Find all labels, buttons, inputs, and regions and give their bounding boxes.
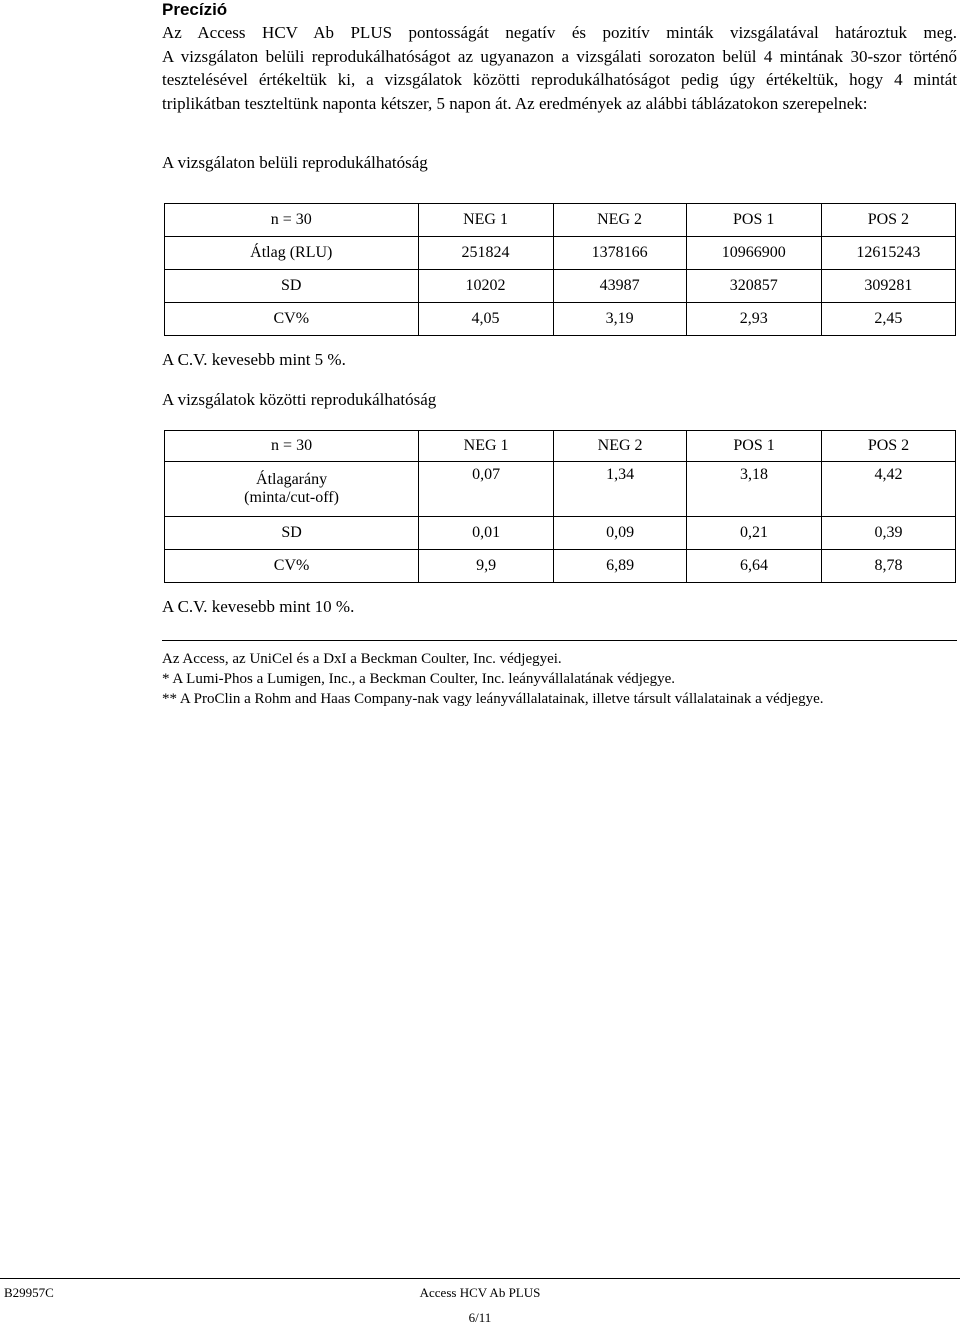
table2-cell: 0,07 — [419, 462, 554, 517]
table2-row — [165, 517, 956, 550]
trademark-line: ** A ProClin a Rohm and Haas Company-nak vagy leányvállalatainak, illetve társult vállalatainak a védjegye. — [162, 691, 824, 707]
table1-note: A C.V. kevesebb mint 5 %. — [162, 350, 346, 369]
table1-row — [165, 270, 956, 303]
trademark-line: Az Access, az UniCel és a DxI a Beckman Coulter, Inc. védjegyei. — [162, 651, 562, 667]
table1-cell: CV% — [165, 303, 419, 336]
table2-cell: 6,64 — [687, 550, 822, 583]
footer-product-name: Access HCV Ab PLUS — [419, 1285, 541, 1300]
table1-cell: 251824 — [418, 237, 553, 270]
table1-cell: 12615243 — [821, 237, 955, 270]
table2-cell: 9,9 — [419, 550, 554, 583]
table2-row — [165, 462, 956, 517]
page-number: 6/11 — [468, 1310, 492, 1325]
table2-header-row — [165, 431, 956, 462]
table1-header-cell: NEG 1 — [418, 204, 553, 237]
table1-title: A vizsgálaton belüli reprodukálhatóság — [162, 153, 428, 172]
table1-header-cell: n = 30 — [165, 204, 419, 237]
table2-header-cell: NEG 1 — [419, 431, 554, 462]
table2-title: A vizsgálatok közötti reprodukálhatóság — [162, 390, 437, 409]
table1-header-cell: NEG 2 — [553, 204, 686, 237]
table1-cell: Átlag (RLU) — [165, 237, 419, 270]
table2-ratio-label-cell — [165, 462, 419, 517]
table1-cell: 10202 — [418, 270, 553, 303]
table2-cell: 0,09 — [554, 517, 687, 550]
table1-header-cell: POS 2 — [821, 204, 955, 237]
table2-cell: 6,89 — [554, 550, 687, 583]
document-code: B29957C — [4, 1285, 54, 1300]
table2-ratio-label-line2: (minta/cut-off) — [244, 489, 339, 506]
table1-cell: 1378166 — [553, 237, 686, 270]
table1-cell: 43987 — [553, 270, 686, 303]
page-footer — [0, 1278, 960, 1325]
trademark-notes — [162, 640, 957, 709]
table2-cell: 4,42 — [822, 462, 956, 517]
table2-header-cell: n = 30 — [165, 431, 419, 462]
table1-cell: 2,93 — [686, 303, 821, 336]
table1-cell: 2,45 — [821, 303, 955, 336]
table2-cell: SD — [165, 517, 419, 550]
table2-cell: 0,21 — [687, 517, 822, 550]
table2-cell: 0,01 — [419, 517, 554, 550]
table1-header-cell: POS 1 — [686, 204, 821, 237]
table1-cell: 309281 — [821, 270, 955, 303]
trademark-line: * A Lumi-Phos a Lumigen, Inc., a Beckman Coulter, Inc. leányvállalatának védjegye. — [162, 671, 675, 687]
document-content — [162, 0, 957, 709]
table2-cell: CV% — [165, 550, 419, 583]
intro-body: A vizsgálaton belüli reprodukálhatóságot az ugyanazon a vizsgálati sorozaton belül 4 mintának 30-szor történő tesztelésével értékeltük ki, a vizsgálatok közötti reprodukálhatóságot pedig úgy értékeltük, hogy 4 mintát triplikátban teszteltünk naponta kétszer, 5 napon át. Az eredmények az alábbi táblázatokon szerepelnek: — [162, 46, 957, 113]
table2-cell: 0,39 — [822, 517, 956, 550]
table1-row — [165, 237, 956, 270]
table2-row — [165, 550, 956, 583]
table2-header-cell: POS 2 — [822, 431, 956, 462]
table2-cell: 8,78 — [822, 550, 956, 583]
table2-cell: 3,18 — [687, 462, 822, 517]
intro-first-line-text: Az Access HCV Ab PLUS pontosságát negatív és pozitív minták vizsgálatával határoztuk meg. — [162, 23, 957, 42]
table1-row — [165, 303, 956, 336]
table2-header-cell: POS 1 — [687, 431, 822, 462]
table2-header-cell: NEG 2 — [554, 431, 687, 462]
table2-note: A C.V. kevesebb mint 10 %. — [162, 597, 355, 616]
intro-first-line — [162, 21, 957, 45]
table1-cell: SD — [165, 270, 419, 303]
intro-paragraph — [162, 21, 957, 115]
table1 — [164, 203, 956, 336]
table1-cell: 320857 — [686, 270, 821, 303]
table1-cell: 4,05 — [418, 303, 553, 336]
table2-ratio-label-line1: Átlagarány — [256, 471, 328, 488]
table1-cell: 10966900 — [686, 237, 821, 270]
table2 — [164, 430, 956, 583]
table2-cell: 1,34 — [554, 462, 687, 517]
table1-cell: 3,19 — [553, 303, 686, 336]
section-title: Precízió — [162, 0, 228, 19]
table1-header-row — [165, 204, 956, 237]
